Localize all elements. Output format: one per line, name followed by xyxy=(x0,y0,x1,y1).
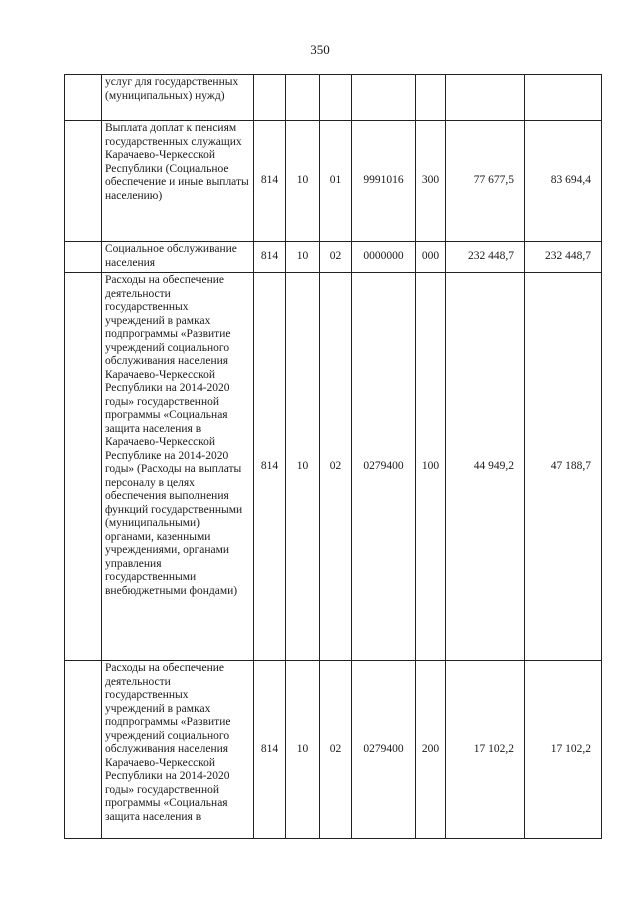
cell-csr: 9991016 xyxy=(352,121,416,242)
cell-pr: 02 xyxy=(320,273,352,661)
row-name: услуг для государственных (муниципальных) нужд) xyxy=(102,75,254,121)
cell-csr xyxy=(352,75,416,121)
table-row xyxy=(65,121,602,242)
cell-rz xyxy=(286,75,320,121)
table-row xyxy=(65,273,602,661)
cell-sum-1: 17 102,2 xyxy=(446,661,525,839)
table-row xyxy=(65,75,602,121)
cell-vr: 000 xyxy=(416,242,446,273)
cell-pr: 01 xyxy=(320,121,352,242)
cell-csr: 0000000 xyxy=(352,242,416,273)
cell-rz: 10 xyxy=(286,242,320,273)
cell-pr: 02 xyxy=(320,242,352,273)
cell-sum-2: 232 448,7 xyxy=(525,242,602,273)
cell-rz: 10 xyxy=(286,661,320,839)
cell-ved: 814 xyxy=(254,661,286,839)
row-name: Расходы на обеспечение деятельности государственных учреждений в рамках подпрограммы «Развитие учреждений социального обслуживания населения Карачаево-Черкесской Республики на 2014-2020 годы» государственной программы «Социальная защита населения в xyxy=(102,661,254,839)
cell-csr: 0279400 xyxy=(352,273,416,661)
cell-rz: 10 xyxy=(286,273,320,661)
budget-table xyxy=(64,74,602,839)
cell-vr xyxy=(416,75,446,121)
row-name: Выплата доплат к пенсиям государственных служащих Карачаево-Черкесской Республики (Социальное обеспечение и иные выплаты населению) xyxy=(102,121,254,242)
table-row xyxy=(65,661,602,839)
page-number: 350 xyxy=(310,42,330,57)
cell-csr: 0279400 xyxy=(352,661,416,839)
cell-vr: 100 xyxy=(416,273,446,661)
row-name: Социальное обслуживание населения xyxy=(102,242,254,273)
cell-sum-2: 17 102,2 xyxy=(525,661,602,839)
cell-rz: 10 xyxy=(286,121,320,242)
cell-vr: 200 xyxy=(416,661,446,839)
cell-sum-1: 44 949,2 xyxy=(446,273,525,661)
cell-sum-2: 83 694,4 xyxy=(525,121,602,242)
cell-pr xyxy=(320,75,352,121)
cell-sum-2 xyxy=(525,75,602,121)
cell-sum-1: 77 677,5 xyxy=(446,121,525,242)
cell-ved xyxy=(254,75,286,121)
cell-ved: 814 xyxy=(254,121,286,242)
cell-sum-2: 47 188,7 xyxy=(525,273,602,661)
cell-ved: 814 xyxy=(254,273,286,661)
cell-ved: 814 xyxy=(254,242,286,273)
cell-pr: 02 xyxy=(320,661,352,839)
cell-vr: 300 xyxy=(416,121,446,242)
cell-sum-1 xyxy=(446,75,525,121)
cell-sum-1: 232 448,7 xyxy=(446,242,525,273)
table-row xyxy=(65,242,602,273)
row-name: Расходы на обеспечение деятельности государственных учреждений в рамках подпрограммы «Развитие учреждений социального обслуживания населения Карачаево-Черкесской Республики на 2014-2020 годы» государственной программы «Социальная защита населения в Карачаево-Черкесской Республике на 2014-2020 годы» (Расходы на выплаты персоналу в целях обеспечения выполнения функций государственными (муниципальными) органами, казенными учреждениями, органами управления государственными внебюджетными фондами) xyxy=(102,273,254,661)
